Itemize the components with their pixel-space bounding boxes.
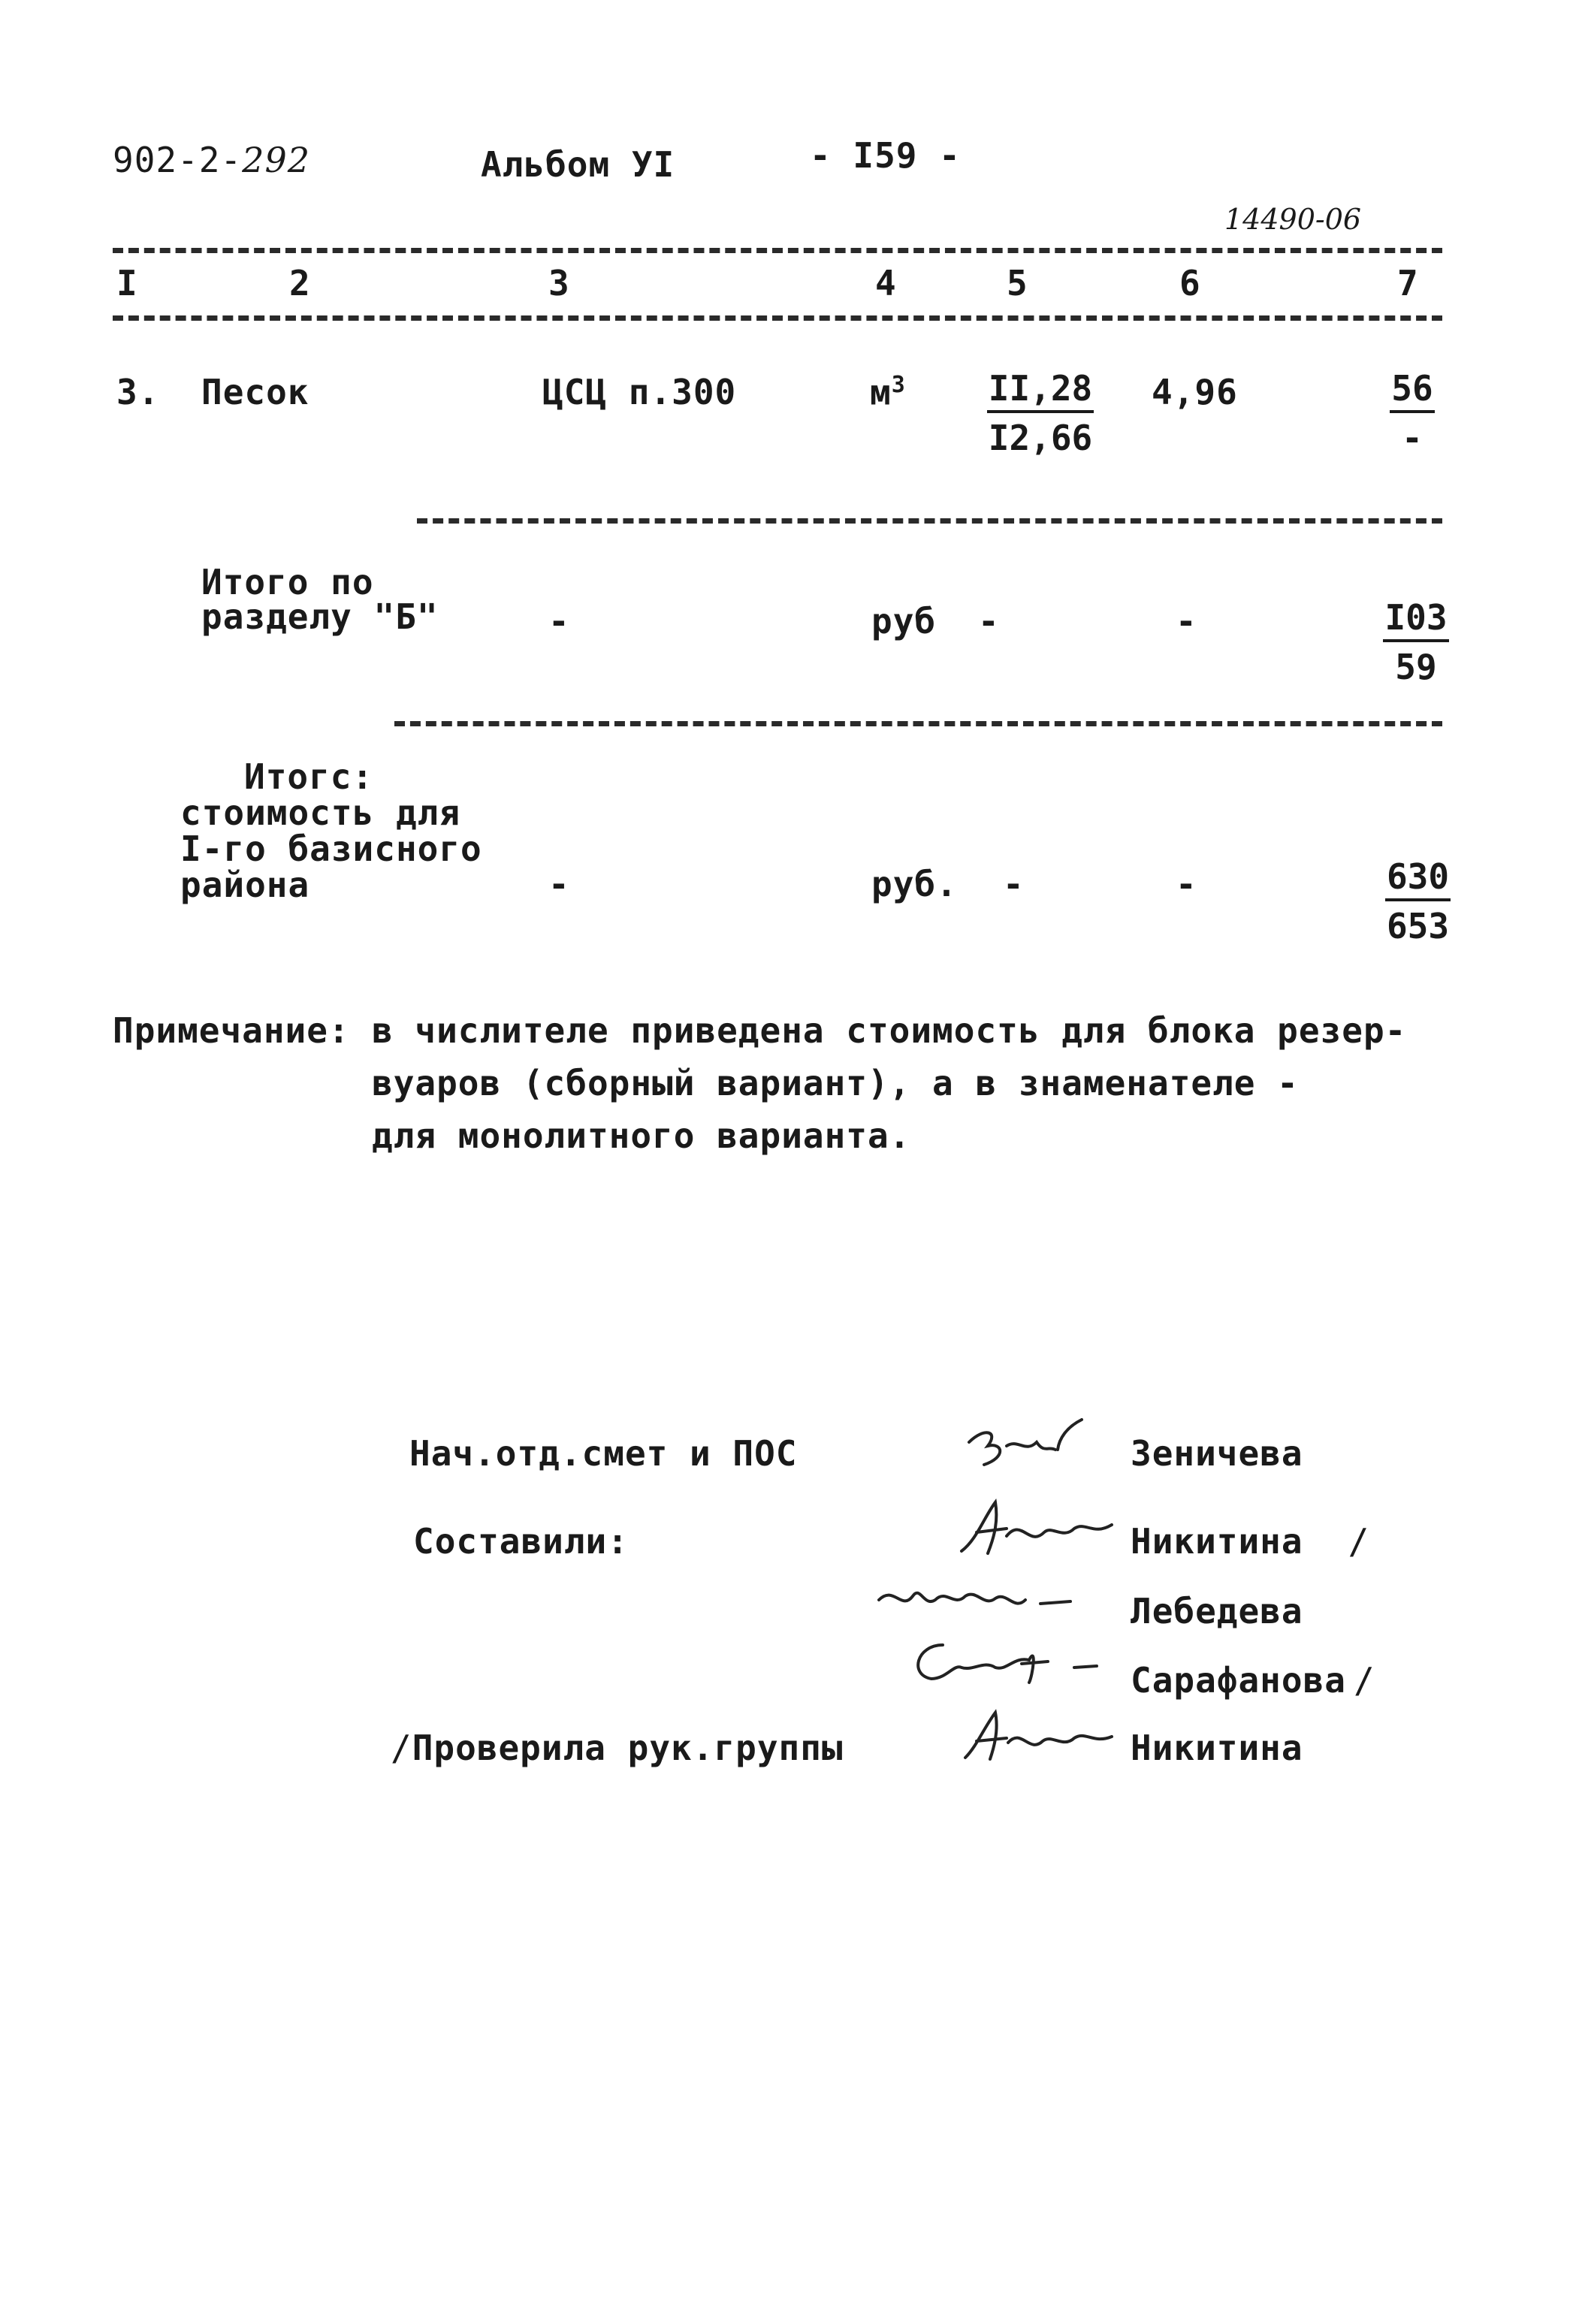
signatory-name-text: Сарафанова [1131, 1660, 1346, 1701]
signatory-mark: / [1353, 1660, 1375, 1701]
signatory-name-text: Никитина [1131, 1521, 1303, 1562]
row-col6: 4,96 [1152, 372, 1238, 412]
total-col6: - [1176, 864, 1197, 904]
total-col7-denominator: 653 [1386, 906, 1450, 946]
note-line: в числителе приведена стоимость для блока резер- [372, 1010, 1407, 1051]
total-label-line: стоимость для [180, 792, 461, 833]
signatory-name: Никитина [1131, 1728, 1303, 1768]
column-header-2: 2 [289, 263, 311, 303]
checked-by-mark: / [391, 1728, 412, 1768]
row-separator [417, 518, 1442, 524]
total-label [180, 756, 482, 905]
compiled-by-label: Составили: [413, 1521, 629, 1562]
row-col7-denominator: - [1402, 418, 1423, 458]
row-col7-fraction [1386, 368, 1439, 458]
note-line: для монолитного варианта. [372, 1115, 911, 1156]
total-unit: руб. [871, 864, 958, 904]
head-of-department-label: Нач.отд.смет и ПОС [409, 1433, 798, 1474]
checked-by-label [391, 1728, 844, 1768]
signatory-name: Лебедева [1131, 1591, 1303, 1631]
column-header-4: 4 [875, 263, 897, 303]
total-label-line: I-го базисного [180, 828, 482, 869]
row-col7-numerator: 56 [1390, 368, 1434, 413]
column-header-6: 6 [1179, 263, 1201, 303]
note-label: Примечание: [113, 1010, 350, 1051]
signatory-name [1131, 1660, 1375, 1701]
row-number: 3. [116, 372, 160, 412]
signature-nikitina-2 [954, 1705, 1127, 1765]
subtotal-label [201, 562, 439, 637]
subtotal-col5: - [978, 601, 1000, 641]
total-label-line: района [180, 865, 310, 905]
signature-sarafanova [901, 1630, 1127, 1690]
inventory-number-handwritten: 14490-06 [1224, 203, 1362, 236]
subtotal-label-line: Итого по [201, 562, 374, 602]
subtotal-col7-numerator: I03 [1383, 597, 1448, 642]
subtotal-col6: - [1176, 601, 1197, 641]
document-number-handwritten: 292 [242, 140, 310, 180]
row-source: ЦСЦ п.300 [542, 372, 737, 412]
total-col7-numerator: 630 [1385, 856, 1451, 901]
row-col5-denominator: I2,66 [988, 418, 1093, 458]
row-name: Песок [201, 372, 309, 412]
signatory-name [1131, 1521, 1369, 1562]
row-unit-superscript: 3 [891, 372, 906, 398]
subtotal-unit: руб [871, 601, 937, 641]
signature-nikitina-1 [954, 1495, 1127, 1562]
subtotal-col7-fraction [1382, 597, 1450, 687]
subtotal-separator [394, 721, 1442, 726]
total-label-line: Итогс: [244, 756, 374, 797]
document-number [113, 140, 310, 180]
column-header-1: I [116, 263, 138, 303]
table-header-rule [113, 315, 1442, 321]
subtotal-col7-denominator: 59 [1395, 647, 1437, 687]
checked-by-text: Проверила рук.группы [412, 1728, 844, 1768]
row-unit [870, 372, 906, 412]
page-number: - I59 - [810, 135, 961, 176]
row-col5-numerator: II,28 [987, 368, 1094, 413]
subtotal-label-line: разделу "Б" [201, 596, 439, 637]
signatory-name: Зеничева [1131, 1433, 1303, 1474]
note-line: вуаров (сборный вариант), а в знаменателе - [372, 1063, 1299, 1103]
total-source: - [548, 864, 570, 904]
signatory-mark: / [1348, 1521, 1370, 1562]
total-col5: - [1003, 864, 1025, 904]
total-col7-fraction [1382, 856, 1454, 946]
column-header-7: 7 [1397, 263, 1419, 303]
row-col5-fraction [977, 368, 1104, 458]
document-number-printed: 902-2- [113, 140, 243, 180]
album-title: Альбом УI [481, 144, 675, 185]
table-top-rule [113, 248, 1442, 253]
subtotal-source: - [548, 601, 570, 641]
signature-zenicheva [962, 1412, 1127, 1472]
signature-lebedeva [871, 1570, 1127, 1622]
column-header-3: 3 [548, 263, 570, 303]
row-unit-text: м [870, 372, 892, 413]
column-header-5: 5 [1007, 263, 1028, 303]
